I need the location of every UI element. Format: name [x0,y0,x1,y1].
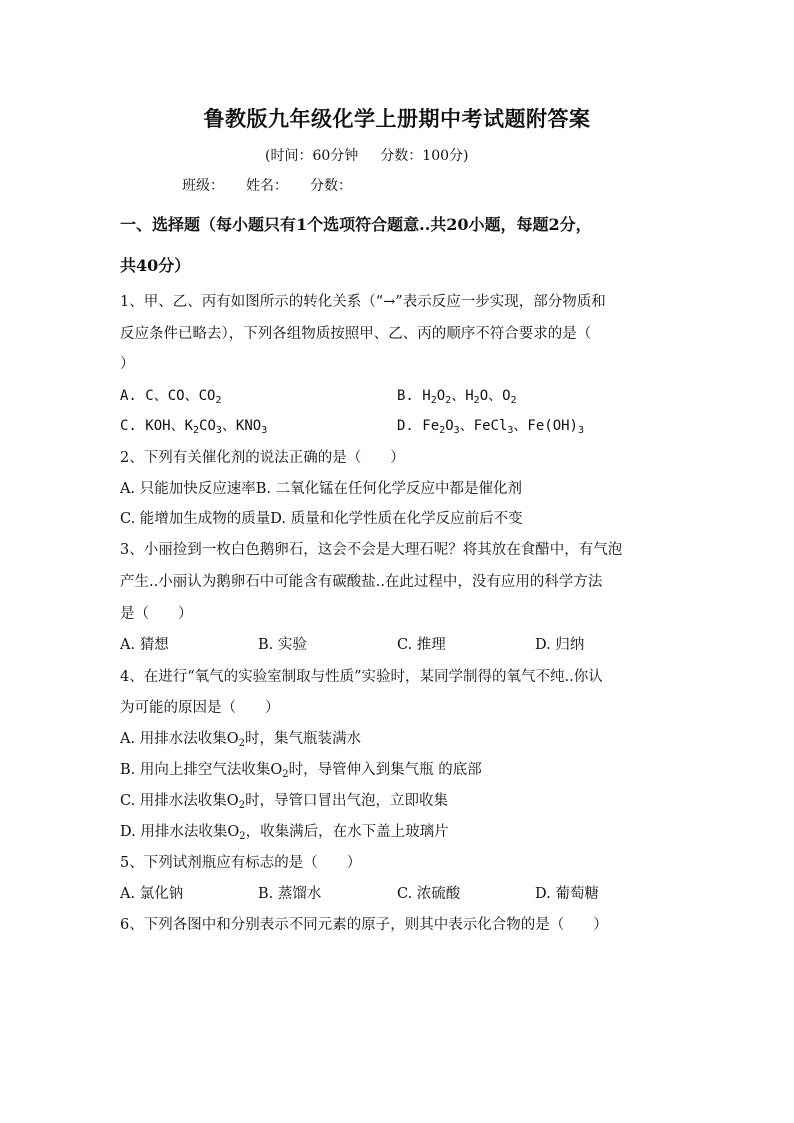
q4-stem-line1: 4、在进行“氧气的实验室制取与性质”实验时，某同学制得的氧气不纯..你认 [120,669,603,685]
q5-stem: 5、下列试剂瓶应有标志的是（ ） [120,855,362,871]
section-heading-line1: 一、选择题（每小题只有1个选项符合题意..共20小题，每题2分， [120,215,592,234]
q1-stem-line3: ） [120,356,135,372]
q3-option-a: A. 猜想 [120,637,169,653]
q6-stem: 6、下列各图中和分别表示不同元素的原子，则其中表示化合物的是（ ） [120,917,608,933]
name-field: 姓名： [246,178,288,194]
q3-option-d: D. 归纳 [535,637,585,653]
class-field: 班级： [182,178,224,194]
exam-score: 分数：100分) [380,148,469,164]
q5-option-d: D. 葡萄糖 [535,886,599,902]
q3-stem-line3: 是（ ） [120,606,193,622]
page-title: 鲁教版九年级化学上册期中考试题附答案 [203,106,591,131]
q3-stem-line2: 产生..小丽认为鹅卵石中可能含有碳酸盐..在此过程中，没有应用的科学方法 [120,574,603,590]
q5-option-c: C. 浓硫酸 [397,886,461,902]
exam-info [265,145,490,165]
q1-option-c: C. KOH、$K_2CO_3$、$KNO_3$ [120,418,268,436]
q2-options-ab: A. 只能加快反应速率B. 二氧化锰在任何化学反应中都是催化剂 [120,481,523,497]
q4-option-d: D. 用排水法收集$O_2$，收集满后，在水下盖上玻璃片 [120,824,449,842]
q3-stem-line1: 3、小丽捡到一枚白色鹅卵石，这会不会是大理石呢？将其放在食醋中，有气泡 [120,542,623,558]
q3-option-b: B. 实验 [258,637,307,653]
q2-options-cd: C. 能增加生成物的质量D. 质量和化学性质在化学反应前后不变 [120,511,523,527]
q1-option-a: A. C、CO、$CO_2$ [120,388,222,406]
q4-stem-line2: 为可能的原因是（ ） [120,700,280,716]
q4-option-a: A. 用排水法收集$O_2$时，集气瓶装满水 [120,731,361,749]
q1-stem-line2: 反应条件已略去），下列各组物质按照甲、乙、丙的顺序不符合要求的是（ [120,326,592,342]
q1-stem-line1: 1、甲、乙、丙有如图所示的转化关系（“→”表示反应一步实现，部分物质和 [120,294,606,310]
section-heading-line2: 共40分） [120,256,191,275]
student-fields [182,175,374,195]
q5-option-a: A. 氯化钠 [120,886,184,902]
q2-stem: 2、下列有关催化剂的说法正确的是（ ） [120,450,405,466]
q1-option-d: D. $Fe_2O_3$、FeCl$_3$、$Fe(OH)_3$ [397,418,585,436]
q5-option-b: B. 蒸馏水 [258,886,322,902]
q4-option-b: B. 用向上排空气法收集$O_2$时，导管伸入到集气瓶 的底部 [120,762,482,780]
q3-option-c: C. 推理 [397,637,446,653]
score-field: 分数： [310,178,352,194]
exam-time: (时间：60分钟 [265,148,359,164]
q4-option-c: C. 用排水法收集$O_2$时，导管口冒出气泡，立即收集 [120,793,449,811]
q1-option-b: B. $H_2O_2$、$H_2O$、$O_2$ [397,388,517,406]
